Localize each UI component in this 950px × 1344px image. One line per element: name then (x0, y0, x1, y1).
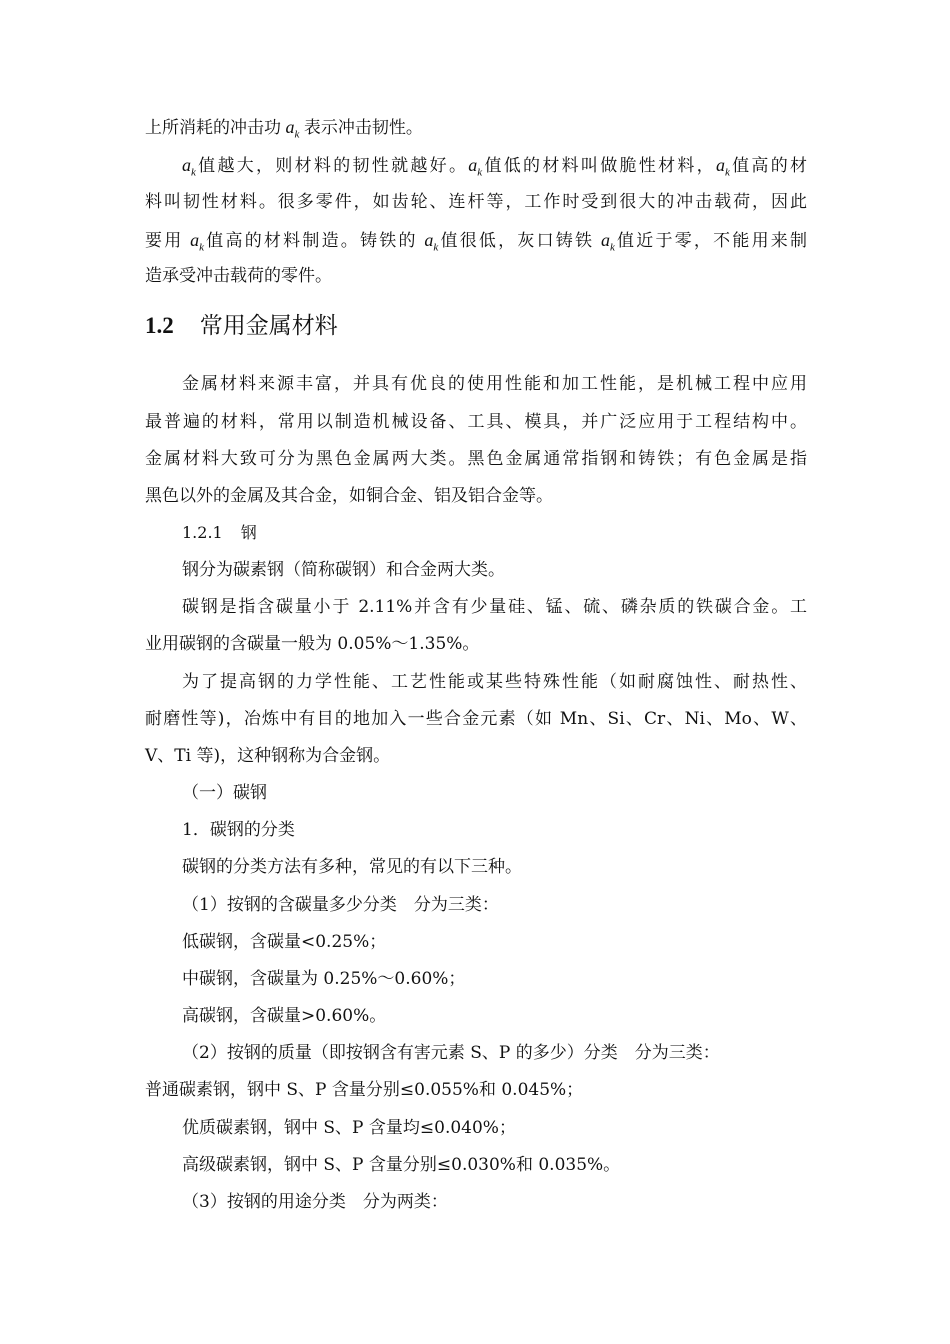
subsection-title: 钢 (240, 523, 257, 542)
ak-symbol: $a_k$ (715, 155, 730, 179)
intro-line-2-a: 值越大，则材料的韧性就越好。 (195, 156, 469, 176)
intro-line-4-mid: 值高的材料制造。铸铁的 (204, 231, 418, 251)
list-item: 中碳钢，含碳量为 0.25%～0.60%； (182, 969, 466, 989)
intro-line-1-post: 表示冲击韧性。 (303, 118, 423, 138)
intro-line-2-b: 值低的材料叫做脆性材料， (482, 156, 716, 176)
intro-line-4-post: 值近于零，不能用来制 (614, 231, 808, 251)
subsection-heading (182, 521, 257, 545)
section-heading (145, 311, 338, 341)
list-item: 高碳钢，含碳量>0.60%。 (182, 1006, 387, 1026)
list-heading: （3）按钢的用途分类 分为两类： (182, 1192, 448, 1212)
text-line: 碳钢的分类方法有多种，常见的有以下三种。 (182, 857, 522, 877)
intro-line-1-pre: 上所消耗的冲击功 (145, 118, 281, 138)
intro-line-4 (145, 228, 807, 260)
para-line-4: 黑色以外的金属及其合金，如铜合金、铝及铝合金等。 (145, 486, 553, 506)
intro-line-2 (182, 153, 807, 185)
intro-line-2-c: 值高的材 (729, 156, 808, 176)
intro-line-1 (145, 115, 423, 147)
ak-symbol: $a_k$ (182, 155, 196, 179)
text-line: 碳钢是指含碳量小于 2.11%并含有少量硅、锰、硫、磷杂质的铁碳合金。工 (182, 597, 807, 617)
ak-symbol: $a_k$ (600, 230, 615, 254)
section-title: 常用金属材料 (199, 313, 338, 339)
ak-symbol: $a_k$ (285, 117, 300, 141)
text-line: 业用碳钢的含碳量一般为 0.05%～1.35%。 (145, 634, 480, 654)
para-line-1: 金属材料来源丰富，并具有优良的使用性能和加工性能，是机械工程中应用 (182, 374, 807, 394)
subheading-classification: 1．碳钢的分类 (182, 820, 295, 840)
text-line: V、Ti 等)，这种钢称为合金钢。 (145, 746, 391, 766)
list-item: 普通碳素钢，钢中 S、P 含量分别≤0.055%和 0.045%； (145, 1080, 584, 1100)
list-item: 低碳钢，含碳量<0.25%； (182, 932, 387, 952)
intro-line-4-pre: 要用 (145, 231, 184, 251)
text-line: 耐磨性等)，冶炼中有目的地加入一些合金元素（如 Mn、Si、Cr、Ni、Mo、W、 (145, 709, 807, 729)
intro-line-4-mid2: 值很低，灰口铸铁 (438, 231, 595, 251)
ak-symbol: $a_k$ (468, 155, 483, 179)
subheading-carbon-steel: （一）碳钢 (182, 783, 267, 803)
list-item: 优质碳素钢，钢中 S、P 含量均≤0.040%； (182, 1118, 516, 1138)
intro-line-5: 造承受冲击载荷的零件。 (145, 266, 332, 286)
text-line: 为了提高钢的力学性能、工艺性能或某些特殊性能（如耐腐蚀性、耐热性、 (182, 672, 807, 692)
ak-symbol: $a_k$ (190, 230, 205, 254)
subsection-number: 1.2.1 (182, 523, 223, 542)
list-heading: （1）按钢的含碳量多少分类 分为三类： (182, 895, 499, 915)
text-line: 钢分为碳素钢（简称碳钢）和合金两大类。 (182, 560, 505, 580)
list-heading: （2）按钢的质量（即按钢含有害元素 S、P 的多少）分类 分为三类： (182, 1043, 720, 1063)
para-line-3: 金属材料大致可分为黑色金属两大类。黑色金属通常指钢和铸铁；有色金属是指 (145, 449, 807, 469)
intro-line-3: 料叫韧性材料。很多零件，如齿轮、连杆等，工作时受到很大的冲击载荷，因此 (145, 192, 807, 212)
section-number: 1.2 (145, 313, 174, 338)
list-item: 高级碳素钢，钢中 S、P 含量分别≤0.030%和 0.035%。 (182, 1155, 621, 1175)
ak-symbol: $a_k$ (424, 230, 439, 254)
para-line-2: 最普遍的材料，常用以制造机械设备、工具、模具，并广泛应用于工程结构中。 (145, 412, 807, 432)
